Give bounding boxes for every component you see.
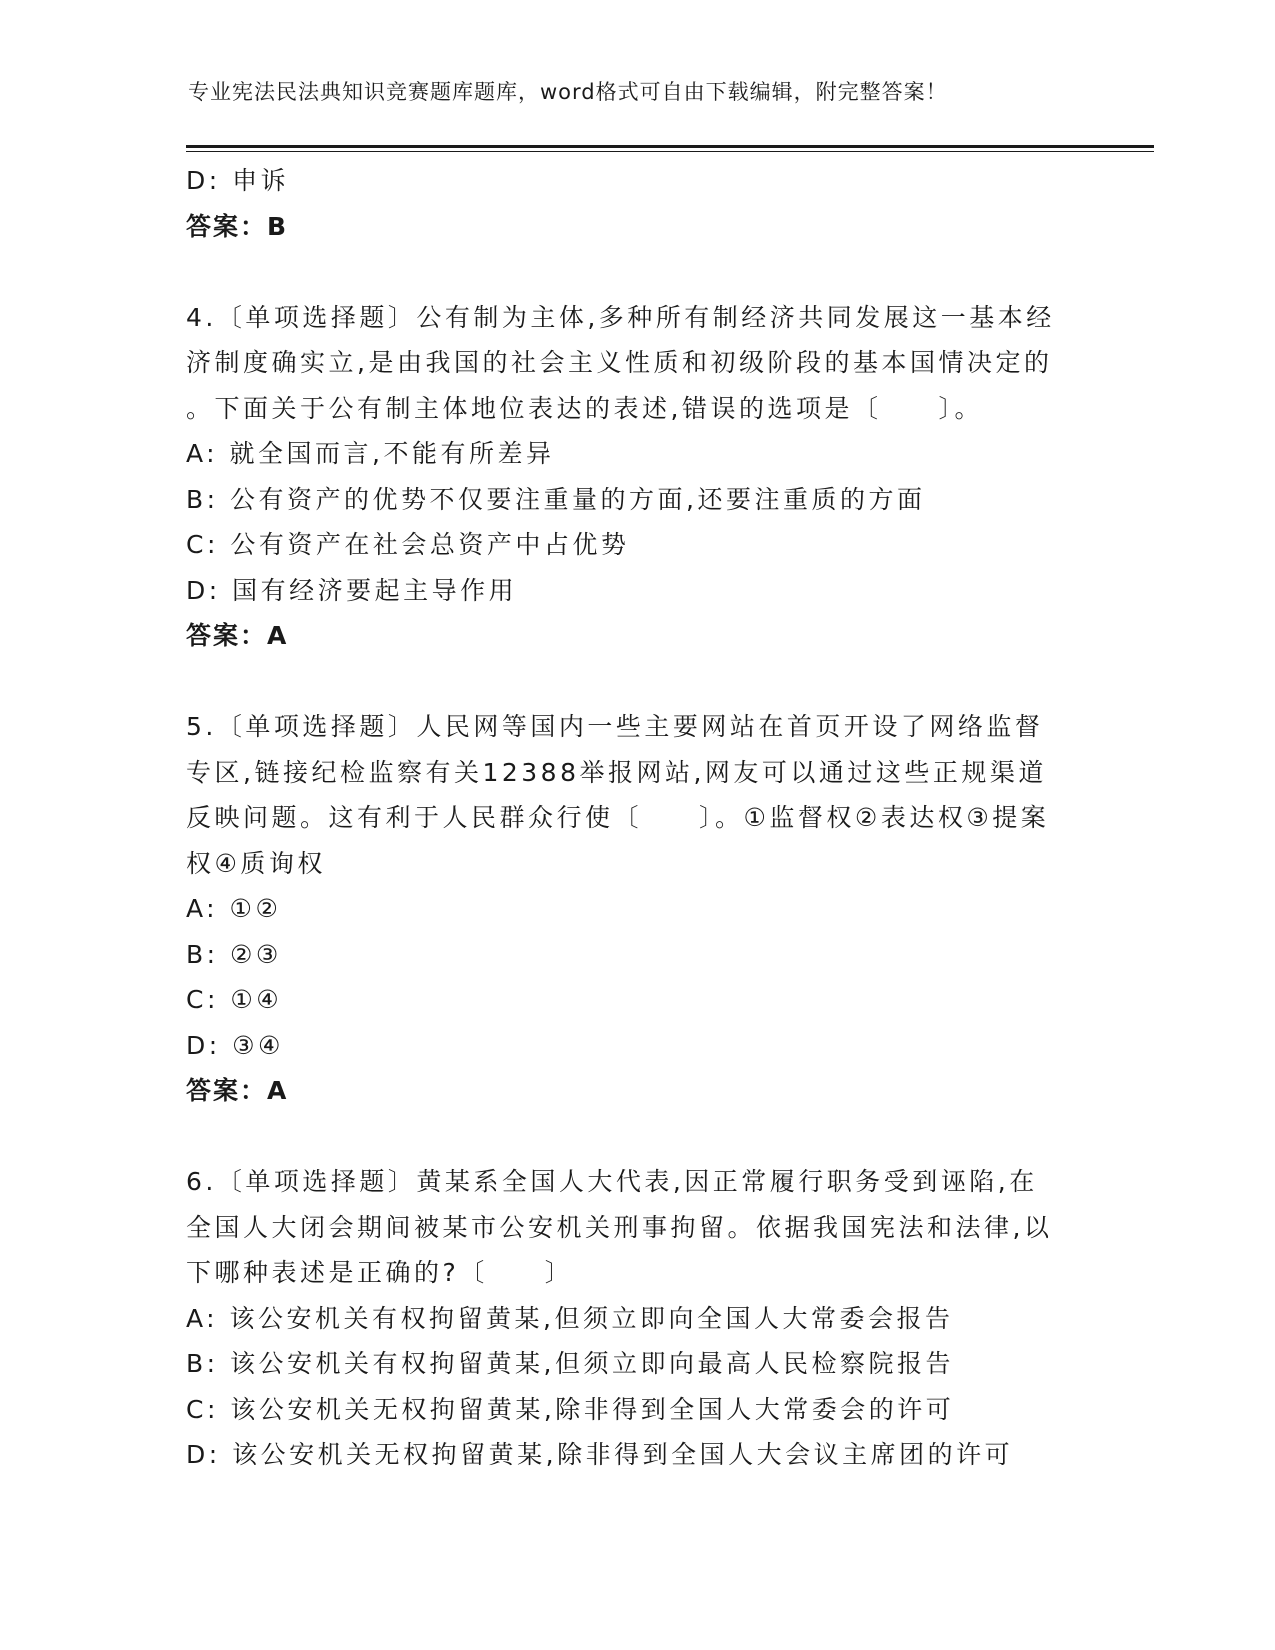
header-divider-thick bbox=[186, 145, 1154, 148]
option-b: B: ②③ bbox=[186, 939, 282, 969]
page-header: 专业宪法民法典知识竞赛题库题库，word格式可自由下载编辑，附完整答案！ bbox=[188, 80, 948, 104]
option-c: C: 该公安机关无权拘留黄某,除非得到全国人大常委会的许可 bbox=[186, 1394, 955, 1424]
option-d: D: 申诉 bbox=[186, 166, 290, 195]
question-text: 。下面关于公有制主体地位表达的表述,错误的选项是〔 〕。 bbox=[186, 393, 983, 423]
option-d: D: 国有经济要起主导作用 bbox=[186, 575, 518, 605]
question-5 bbox=[186, 704, 1086, 1114]
answer: 答案：A bbox=[186, 621, 289, 650]
question-text: 4.〔单项选择题〕公有制为主体,多种所有制经济共同发展这一基本经 bbox=[186, 302, 1055, 332]
question-text: 反映问题。这有利于人民群众行使〔 〕。①监督权②表达权③提案 bbox=[186, 803, 1050, 832]
header-divider-thin bbox=[186, 151, 1154, 152]
option-a: A: 该公安机关有权拘留黄某,但须立即向全国人大常委会报告 bbox=[186, 1303, 954, 1333]
question-text: 专区,链接纪检监察有关12388举报网站,网友可以通过这些正规渠道 bbox=[186, 757, 1047, 787]
answer: 答案：B bbox=[186, 211, 289, 241]
question-text: 6.〔单项选择题〕黄某系全国人大代表,因正常履行职务受到诬陷,在 bbox=[186, 1167, 1038, 1196]
option-c: C: ①④ bbox=[186, 985, 283, 1014]
option-c: C: 公有资产在社会总资产中占优势 bbox=[186, 530, 630, 559]
option-a: A: ①② bbox=[186, 894, 282, 923]
document-body bbox=[186, 158, 1086, 1478]
question-4 bbox=[186, 295, 1086, 659]
question-text: 济制度确实立,是由我国的社会主义性质和初级阶段的基本国情决定的 bbox=[186, 348, 1053, 377]
question-6 bbox=[186, 1159, 1086, 1478]
option-d: D: ③④ bbox=[186, 1030, 284, 1060]
question-text: 权④质询权 bbox=[186, 848, 326, 878]
option-d: D: 该公安机关无权拘留黄某,除非得到全国人大会议主席团的许可 bbox=[186, 1440, 1014, 1469]
question-text: 全国人大闭会期间被某市公安机关刑事拘留。依据我国宪法和法律,以 bbox=[186, 1212, 1053, 1242]
question-text: 下哪种表述是正确的?〔 〕 bbox=[186, 1258, 574, 1287]
option-b: B: 公有资产的优势不仅要注重量的方面,还要注重质的方面 bbox=[186, 484, 926, 514]
question-text: 5.〔单项选择题〕人民网等国内一些主要网站在首页开设了网络监督 bbox=[186, 712, 1044, 741]
answer: 答案：A bbox=[186, 1076, 289, 1105]
option-b: B: 该公安机关有权拘留黄某,但须立即向最高人民检察院报告 bbox=[186, 1349, 954, 1378]
option-a: A: 就全国而言,不能有所差异 bbox=[186, 439, 555, 468]
